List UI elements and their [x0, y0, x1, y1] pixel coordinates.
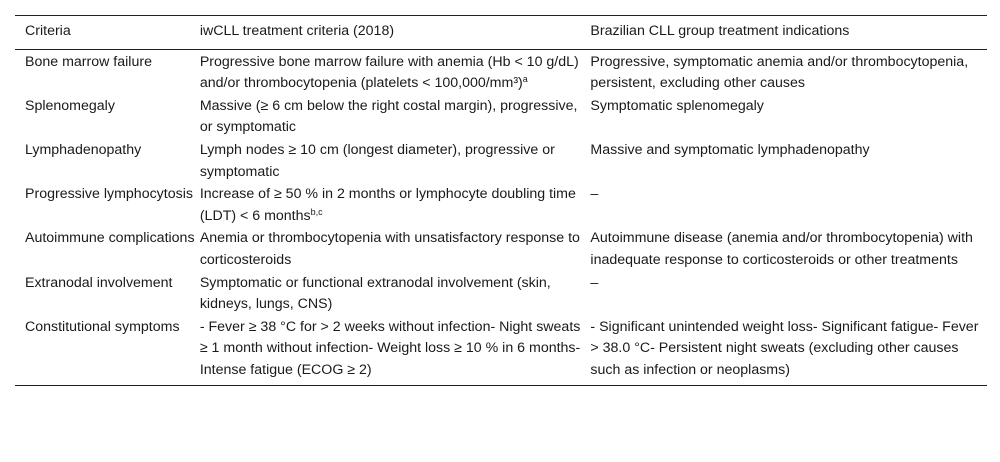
row-iwcll: Symptomatic or functional extranodal involvement (skin, kidneys, lungs, CNS) [199, 274, 551, 313]
table-row [15, 183, 987, 227]
table-body [15, 49, 987, 385]
footnote-marker: b,c [310, 206, 323, 217]
header-brazil: Brazilian CLL group treatment indications [590, 16, 987, 50]
table-row [15, 316, 987, 385]
row-iwcll [200, 183, 591, 227]
row-brazil: Autoimmune disease (anemia and/or thrombocytopenia) with inadequate response to corticosteroids or other treatments [590, 230, 973, 268]
row-criteria: Progressive lymphocytosis [25, 186, 193, 203]
row-criteria: Constitutional symptoms [15, 316, 200, 385]
row-iwcll: Massive (≥ 6 cm below the right costal margin), progressive, or symptomatic [199, 97, 578, 136]
row-criteria: Splenomegaly [25, 97, 115, 114]
row-iwcll-text: Increase of ≥ 50 % in 2 months or lymphocyte doubling time (LDT) < 6 months [199, 186, 576, 224]
table-row [15, 227, 987, 271]
row-iwcll [200, 49, 591, 95]
row-brazil: – [590, 274, 599, 291]
header-criteria: Criteria [15, 16, 200, 50]
row-criteria: Extranodal involvement [25, 274, 173, 291]
row-criteria: Lymphadenopathy [25, 141, 142, 158]
table-row [15, 49, 987, 95]
table-header [15, 16, 987, 50]
header-row [15, 16, 987, 50]
row-iwcll: Lymph nodes ≥ 10 cm (longest diameter), progressive or symptomatic [199, 141, 555, 180]
row-iwcll: - Fever ≥ 38 °C for > 2 weeks without infection- Night sweats ≥ 1 month without infection- Weight loss ≥ 10 % in 6 months- Intense fatigue (ECOG ≥ 2) [200, 316, 591, 385]
footnote-marker: a [522, 74, 528, 85]
table-row [15, 95, 987, 139]
row-criteria: Autoimmune complications [25, 230, 195, 247]
table-row [15, 272, 987, 316]
table-row [15, 139, 987, 183]
row-brazil: Massive and symptomatic lymphadenopathy [590, 141, 870, 158]
row-brazil: Progressive, symptomatic anemia and/or thrombocytopenia, persistent, excluding other causes [590, 53, 969, 92]
row-brazil: Symptomatic splenomegaly [590, 97, 764, 114]
row-criteria: Bone marrow failure [25, 53, 152, 70]
row-brazil: - Significant unintended weight loss- Significant fatigue- Fever > 38.0 °C- Persistent night sweats (excluding other causes such as infection or neoplasms) [590, 316, 987, 385]
row-iwcll: Anemia or thrombocytopenia with unsatisfactory response to corticosteroids [199, 230, 580, 268]
treatment-criteria-table [15, 15, 987, 386]
header-iwcll: iwCLL treatment criteria (2018) [200, 16, 591, 50]
row-iwcll-text: Progressive bone marrow failure with anemia (Hb < 10 g/dL) and/or thrombocytopenia (platelets < 100,000/mm³) [199, 53, 579, 92]
row-brazil: – [590, 186, 599, 203]
